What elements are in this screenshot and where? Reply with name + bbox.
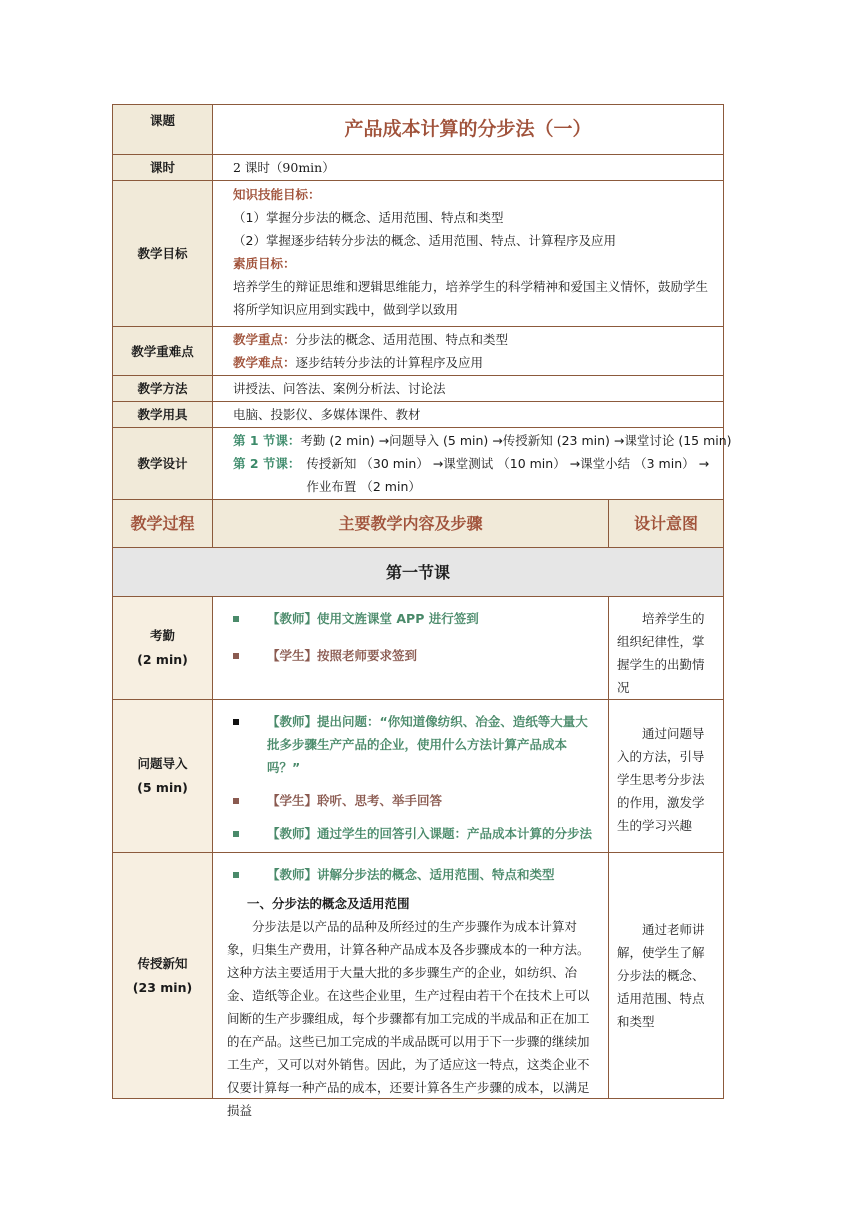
paragraph: 分步法是以产品的品种及所经过的生产步骤作为成本计算对象，归集生产费用，计算各种产品成本及各步骤成本的一种方法。这种方法主要适用于大量大批的多步骤生产的企业，如纺织、冶金、造纸等企业。在这些企业里，生产过程由若干个在技术上可以间断的生产步骤组成，每个步骤都有加工完成的半成品和正在加工的在产品。这些已加工完成的半成品既可以用于下一步骤的继续加工生产，又可以对外销售。因此，为了适应这一特点，这类企业不仅要计算每一种产品的成本，还要计算各生产步骤的成本，以满足损益	[227, 919, 590, 1118]
process-col-header: 教学过程	[113, 500, 213, 548]
objectives-label: 教学目标	[113, 181, 213, 327]
focus-title: 教学重点：	[233, 332, 296, 347]
tools-value: 电脑、投影仪、多媒体课件、教材	[213, 402, 724, 428]
bullet-icon	[233, 653, 239, 659]
session1-text: 考勤 (2 min) →问题导入 (5 min) →传授新知 (23 min) →课堂讨论 (15 min)	[300, 433, 732, 448]
stage-new-knowledge	[113, 853, 213, 1099]
step-item: 【学生】聆听、思考、举手回答	[267, 793, 443, 808]
quality-title: 素质目标：	[233, 256, 296, 271]
attendance-steps	[213, 597, 609, 700]
session2-title: 第 2 节课：	[233, 456, 301, 471]
stage-time: (2 min)	[137, 652, 188, 667]
subheading: 一、分步法的概念及适用范围	[247, 896, 410, 911]
tools-label: 教学用具	[113, 402, 213, 428]
bullet-icon	[233, 798, 239, 804]
session2-text: 传授新知 （30 min） →课堂测试 （10 min） →课堂小结 （3 min） →作业布置 （2 min）	[306, 456, 710, 494]
methods-label: 教学方法	[113, 376, 213, 402]
topic-label: 课题	[113, 105, 213, 155]
key-points-content	[213, 327, 724, 376]
new-knowledge-intent: 通过老师讲解，使学生了解分步法的概念、适用范围、特点和类型	[609, 853, 724, 1099]
knowledge-title: 知识技能目标：	[233, 187, 321, 202]
methods-value: 讲授法、问答法、案例分析法、讨论法	[213, 376, 724, 402]
bullet-icon	[233, 616, 239, 622]
stage-time: (5 min)	[137, 780, 188, 795]
attendance-intent: 培养学生的组织纪律性，掌握学生的出勤情况	[609, 597, 724, 700]
stage-attendance	[113, 597, 213, 700]
intro-intent: 通过问题导入的方法，引导学生思考分步法的作用，激发学生的学习兴趣	[609, 700, 724, 853]
difficulty-text: 逐步结转分步法的计算程序及应用	[295, 355, 484, 370]
focus-text: 分步法的概念、适用范围、特点和类型	[295, 332, 509, 347]
quality-text: 培养学生的辩证思维和逻辑思维能力，培养学生的科学精神和爱国主义情怀，鼓励学生将所学知识应用到实践中，做到学以致用	[233, 279, 709, 317]
stage-intro	[113, 700, 213, 853]
section-title: 第一节课	[113, 548, 724, 597]
knowledge-item: （2）掌握逐步结转分步法的概念、适用范围、特点、计算程序及应用	[233, 233, 616, 248]
intent-col-header: 设计意图	[609, 500, 724, 548]
difficulty-title: 教学难点：	[233, 355, 296, 370]
stage-name: 考勤	[149, 628, 175, 643]
step-item: 【教师】使用文旌课堂 APP 进行签到	[267, 611, 479, 626]
lesson-plan	[112, 104, 732, 1118]
step-item: 【教师】通过学生的回答引入课题：产品成本计算的分步法	[267, 826, 593, 841]
intro-steps	[213, 700, 609, 853]
bullet-icon	[233, 719, 239, 725]
session1-title: 第 1 节课：	[233, 433, 301, 448]
step-item: 【教师】提出问题：“你知道像纺织、冶金、造纸等大量大批多步骤生产产品的企业，使用什么方法计算产品成本吗？”	[267, 714, 588, 775]
new-knowledge-steps	[213, 853, 609, 1118]
knowledge-item: （1）掌握分步法的概念、适用范围、特点和类型	[233, 210, 504, 225]
bullet-icon	[233, 831, 239, 837]
step-item: 【教师】讲解分步法的概念、适用范围、特点和类型	[267, 867, 555, 882]
content-col-header: 主要教学内容及步骤	[213, 500, 609, 548]
topic-title: 产品成本计算的分步法（一）	[213, 105, 724, 155]
hours-value: 2 课时（90min）	[213, 155, 724, 181]
stage-name: 问题导入	[137, 756, 188, 771]
key-points-label: 教学重难点	[113, 327, 213, 376]
bullet-icon	[233, 872, 239, 878]
lesson-plan-table	[112, 104, 732, 1118]
hours-label: 课时	[113, 155, 213, 181]
objectives-content	[213, 181, 724, 327]
stage-name: 传授新知	[137, 955, 188, 971]
stage-time: (23 min)	[132, 979, 193, 995]
design-content	[213, 428, 732, 500]
step-item: 【学生】按照老师要求签到	[267, 648, 418, 663]
design-label: 教学设计	[113, 428, 213, 500]
